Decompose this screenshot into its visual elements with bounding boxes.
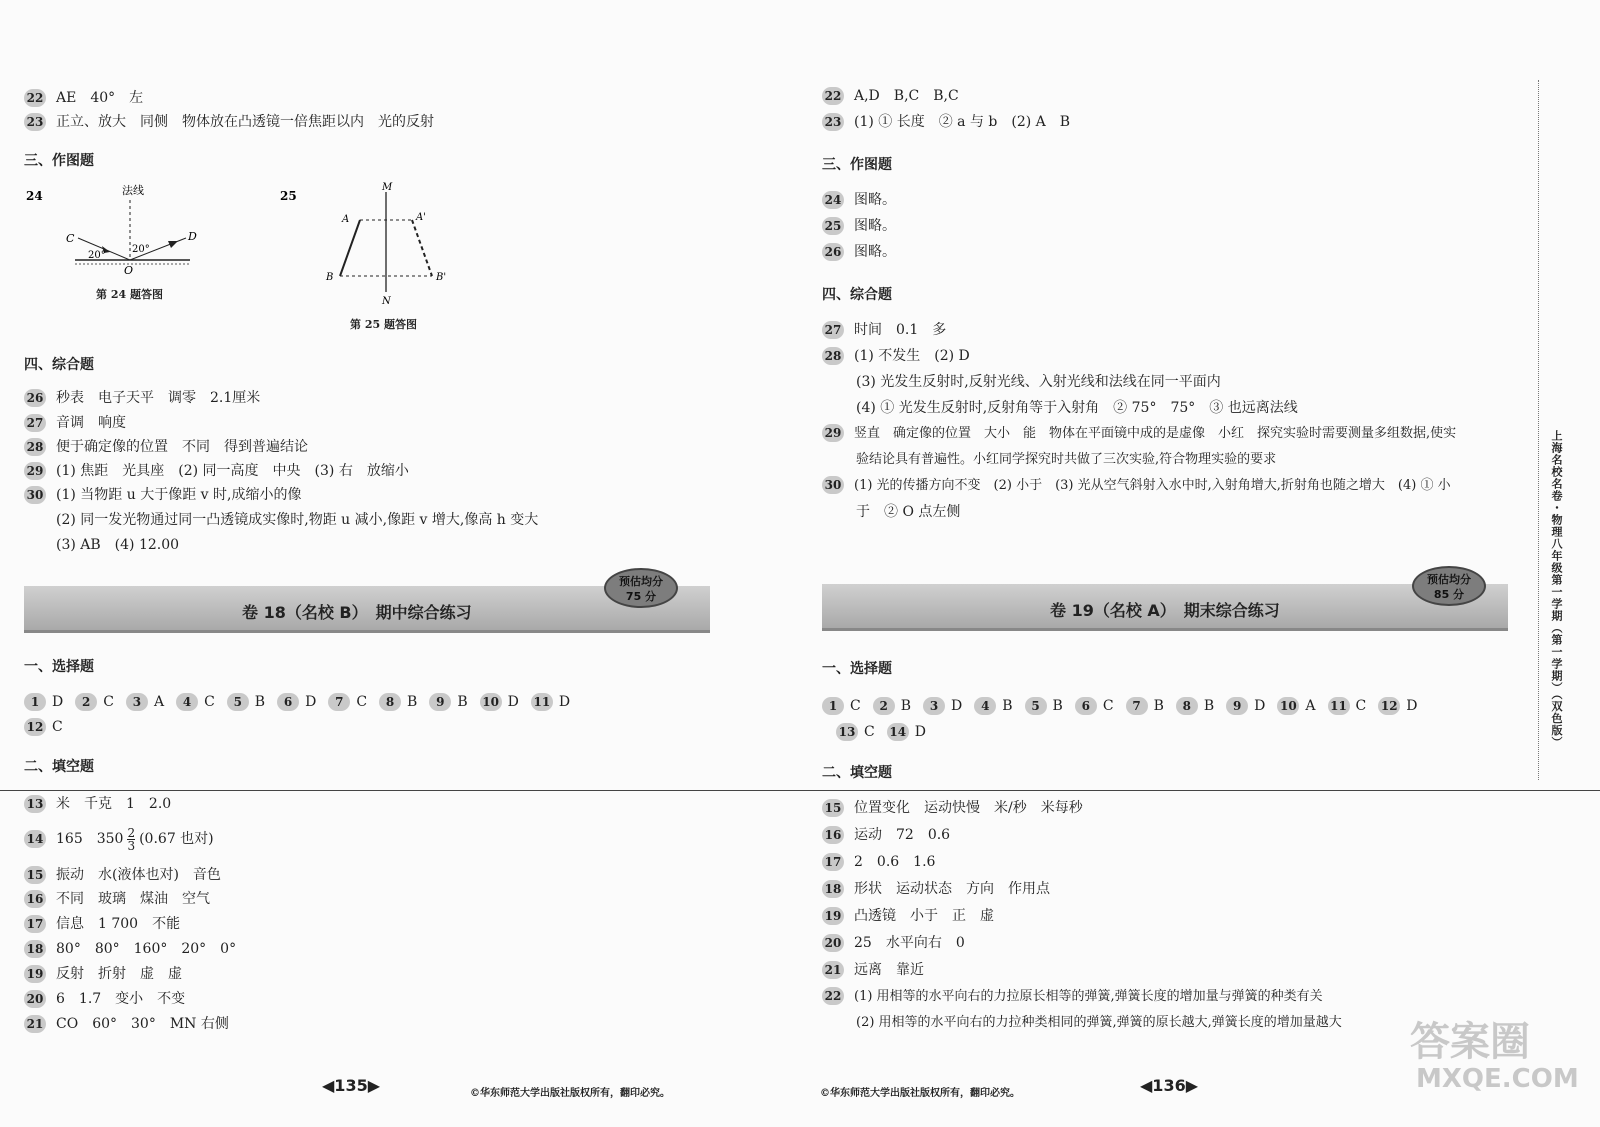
answer-row: [24, 413, 126, 433]
answer-row: [24, 112, 434, 132]
point-m-label: M: [382, 182, 393, 193]
mirror-image-figure-25: [280, 180, 460, 310]
answer-row: [822, 346, 970, 366]
choice-answer: [974, 696, 1012, 716]
exam-title: 卷 19（名校 A） 期末综合练习: [1050, 601, 1280, 620]
fraction-numerator: 2: [127, 825, 136, 840]
page-number: ◀135▶: [322, 1076, 381, 1095]
answer-row: [856, 502, 960, 522]
answer-letter: C: [356, 694, 368, 710]
answer-text: 于 ② O 点左侧: [856, 504, 961, 520]
point-a-label: A: [342, 214, 350, 225]
answer-text: CO 60° 30° MN 右侧: [56, 1016, 229, 1032]
choice-answer: [1277, 696, 1315, 716]
answer-text: (1) 当物距 u 大于像距 v 时,成缩小的像: [56, 487, 302, 503]
answer-row: [856, 398, 1298, 418]
answer-row: [822, 476, 1451, 496]
answer-letter: B: [457, 694, 468, 710]
answer-text: 165 350: [56, 831, 124, 847]
choice-answer: [429, 692, 467, 712]
question-number: 19: [822, 907, 844, 925]
answer-row: [822, 216, 896, 236]
choice-answer: [1378, 696, 1417, 716]
point-b-prime-label: B': [436, 272, 447, 283]
point-n-label: N: [382, 296, 391, 307]
answer-text: (1) 用相等的水平向右的力拉原长相等的弹簧,弹簧长度的增加量与弹簧的种类有关: [854, 989, 1323, 1004]
section-heading: 三、作图题: [822, 157, 892, 173]
choice-answer: [822, 696, 861, 716]
choice-answer: [1075, 696, 1114, 716]
choice-answer: [887, 722, 926, 742]
answer-row: [24, 1014, 229, 1034]
question-number: 21: [822, 961, 844, 979]
side-book-title: 上海名校名卷・物理八年级第一学期（第一学期）（双色版）: [1550, 430, 1563, 749]
choice-answer: [1226, 696, 1265, 716]
question-number: 22: [822, 87, 844, 105]
section-heading: 二、填空题: [24, 759, 94, 775]
object-ab: [340, 220, 360, 276]
answer-text: 图略。: [854, 192, 896, 208]
badge-label: 预估均分: [619, 575, 663, 588]
point-a-prime-label: A': [416, 212, 426, 223]
angle-label: 20°: [88, 250, 106, 261]
section-heading: 三、作图题: [24, 153, 94, 169]
answer-letter: D: [951, 698, 963, 714]
answer-text: 秒表 电子天平 调零 2.1厘米: [56, 390, 261, 406]
answer-row: [24, 939, 236, 959]
answer-letter: C: [52, 719, 63, 735]
score-badge: [604, 568, 678, 608]
section-heading: 一、选择题: [822, 661, 892, 677]
question-number: 20: [822, 934, 844, 952]
question-number: 8: [379, 693, 401, 711]
section-heading: 一、选择题: [24, 659, 94, 675]
answer-row: [822, 424, 1456, 444]
point-b-label: B: [326, 272, 334, 283]
question-number: 30: [822, 476, 844, 494]
answer-text: 2 0.6 1.6: [854, 854, 936, 870]
answer-row: [24, 964, 182, 984]
question-number: 14: [24, 830, 46, 848]
answer-text: (1) ① 长度 ② a 与 b (2) A B: [854, 114, 1071, 130]
answer-row: [822, 879, 1050, 899]
answer-text: (3) AB (4) 12.00: [56, 537, 180, 553]
answer-letter: B: [1002, 698, 1013, 714]
section-heading: 四、综合题: [24, 357, 94, 373]
question-number: 20: [24, 990, 46, 1008]
question-number: 2: [873, 697, 895, 715]
question-number: 6: [277, 693, 299, 711]
question-number: 23: [24, 113, 46, 131]
answer-text: 图略。: [854, 244, 896, 260]
choice-answer: [923, 696, 962, 716]
question-number: 13: [836, 723, 858, 741]
answer-row: [822, 86, 959, 106]
answer-text: (4) ① 光发生反射时,反射角等于入射角 ② 75° 75° ③ 也远离法线: [856, 400, 1298, 416]
choice-answer: [836, 722, 875, 742]
question-number: 12: [24, 718, 46, 736]
fraction: [127, 827, 135, 852]
answer-row: [822, 906, 994, 926]
answer-text: 运动 72 0.6: [854, 827, 951, 843]
answer-letter: D: [52, 694, 64, 710]
question-number: 9: [429, 693, 451, 711]
answer-text: 振动 水(液体也对) 音色: [56, 867, 221, 883]
watermark-url: MXQE.COM: [1416, 1064, 1579, 1094]
answer-row: [56, 535, 179, 555]
question-number: 15: [24, 866, 46, 884]
question-number: 9: [1226, 697, 1248, 715]
exam-title: 卷 18（名校 B） 期中综合练习: [242, 603, 472, 622]
choice-answer: [126, 692, 164, 712]
question-number: 3: [126, 693, 148, 711]
answer-text: (1) 不发生 (2) D: [854, 348, 970, 364]
question-number: 1: [24, 693, 46, 711]
question-number: 17: [822, 853, 844, 871]
question-number: 19: [24, 965, 46, 983]
choice-answer: [1176, 696, 1214, 716]
answer-row: [856, 1013, 1342, 1033]
choice-answer: [480, 692, 519, 712]
answer-letter: C: [1355, 698, 1367, 714]
answer-row: [24, 794, 171, 814]
fraction-denominator: 3: [127, 838, 136, 853]
copyright-notice: ©华东师范大学出版社版权所有，翻印必究。: [470, 1088, 670, 1099]
answer-row: [822, 320, 946, 340]
answer-row: [822, 190, 896, 210]
answer-text: 音调 响度: [56, 415, 126, 431]
answer-text: (1) 焦距 光具座 (2) 同一高度 中央 (3) 右 放缩小: [56, 463, 409, 479]
answer-text: A,D B,C B,C: [854, 88, 959, 104]
answer-row: [24, 437, 308, 457]
answer-row: [822, 112, 1070, 132]
question-number: 28: [24, 438, 46, 456]
point-o-label: O: [124, 264, 134, 277]
spine-dotted-line: [1538, 80, 1540, 780]
badge-value: 75 分: [625, 590, 657, 603]
section-heading: 二、填空题: [822, 765, 892, 781]
answer-text: 位置变化 运动快慢 米/秒 米每秒: [854, 800, 1083, 816]
choice-row: [836, 722, 938, 742]
answer-row: [24, 914, 180, 934]
question-number: 11: [1328, 697, 1350, 715]
answer-row: [822, 242, 896, 262]
question-number: 16: [822, 826, 844, 844]
answer-letter: D: [507, 694, 519, 710]
question-number: 4: [974, 697, 996, 715]
point-d-label: D: [188, 230, 197, 243]
answer-row: [822, 960, 924, 980]
answer-text: 不同 玻璃 煤油 空气: [56, 891, 210, 907]
question-number: 27: [24, 414, 46, 432]
copyright-notice: ©华东师范大学出版社版权所有，翻印必究。: [820, 1088, 1020, 1099]
question-number: 5: [1025, 697, 1047, 715]
answer-letter: B: [1203, 698, 1215, 714]
answer-text: 远离 靠近: [854, 962, 924, 978]
question-number: 25: [822, 217, 844, 235]
score-badge: [1412, 566, 1486, 606]
choice-answer: [227, 692, 265, 712]
answer-row: [24, 88, 143, 108]
question-number: 8: [1176, 697, 1198, 715]
figure-caption: 第 25 题答图: [350, 318, 417, 331]
choice-row: [24, 692, 582, 712]
answer-row: [24, 989, 185, 1009]
answer-text: 凸透镜 小于 正 虚: [854, 908, 994, 924]
answer-letter: C: [864, 724, 875, 740]
answer-letter: D: [914, 724, 926, 740]
answer-letter: D: [1254, 698, 1266, 714]
figure-number: 25: [280, 189, 297, 203]
answer-text: 形状 运动状态 方向 作用点: [854, 881, 1050, 897]
answer-text: (3) 光发生反射时,反射光线、入射光线和法线在同一平面内: [856, 374, 1221, 390]
question-number: 18: [822, 880, 844, 898]
answer-text: 6 1.7 变小 不变: [56, 991, 186, 1007]
horizontal-rule: [0, 790, 1600, 791]
answer-row: [24, 388, 260, 408]
question-number: 24: [822, 191, 844, 209]
choice-row: [24, 717, 75, 737]
question-number: 15: [822, 799, 844, 817]
answer-text: 米 千克 1 2.0: [56, 796, 172, 812]
choice-answer: [75, 692, 114, 712]
answer-letter: B: [407, 694, 418, 710]
answer-letter: A: [1305, 698, 1316, 714]
question-number: 29: [822, 424, 844, 442]
choice-answer: [531, 692, 570, 712]
question-number: 29: [24, 462, 46, 480]
choice-answer: [379, 692, 417, 712]
normal-label: 法线: [122, 184, 144, 197]
question-number: 26: [24, 389, 46, 407]
choice-answer: [1126, 696, 1164, 716]
question-number: 28: [822, 347, 844, 365]
question-number: 2: [75, 693, 97, 711]
answer-row: [24, 889, 210, 909]
answer-row: [24, 865, 221, 885]
answer-letter: B: [900, 698, 912, 714]
answer-letter: B: [1153, 698, 1164, 714]
answer-row: [822, 825, 950, 845]
badge-label: 预估均分: [1427, 573, 1471, 586]
question-number: 26: [822, 243, 844, 261]
answer-text: (1) 光的传播方向不变 (2) 小于 (3) 光从空气斜射入水中时,入射角增大,折射角也随之增大 (4) ① 小: [854, 478, 1451, 493]
question-number: 3: [923, 697, 945, 715]
question-number: 22: [822, 987, 844, 1005]
question-number: 23: [822, 113, 844, 131]
watermark-logo: 答案圈: [1410, 1019, 1530, 1065]
question-number: 12: [1378, 697, 1400, 715]
answer-row: [856, 372, 1221, 392]
choice-answer: [24, 717, 63, 737]
answer-text: (2) 用相等的水平向右的力拉种类相同的弹簧,弹簧的原长越大,弹簧长度的增加量越大: [856, 1015, 1342, 1030]
answer-letter: D: [305, 694, 317, 710]
answer-text: 便于确定像的位置 不同 得到普遍结论: [56, 439, 308, 455]
answer-row: [24, 824, 214, 854]
answer-text: AE 40° 左: [56, 90, 144, 106]
answer-row: [24, 485, 301, 505]
choice-answer: [873, 696, 911, 716]
answer-letter: D: [1406, 698, 1418, 714]
figure-number: 24: [26, 189, 43, 203]
answer-text: 80° 80° 160° 20° 0°: [56, 941, 237, 957]
question-number: 17: [24, 915, 46, 933]
answer-text: 时间 0.1 多: [854, 322, 947, 338]
badge-value: 85 分: [1433, 588, 1465, 601]
question-number: 11: [531, 693, 553, 711]
question-number: 10: [480, 693, 502, 711]
question-number: 1: [822, 697, 844, 715]
choice-row: [822, 696, 1429, 716]
question-number: 14: [887, 723, 909, 741]
question-number: 22: [24, 89, 46, 107]
answer-row: [24, 461, 409, 481]
question-number: 13: [24, 795, 46, 813]
section-heading: 四、综合题: [822, 287, 892, 303]
question-number: 6: [1075, 697, 1097, 715]
answer-text: 竖直 确定像的位置 大小 能 物体在平面镜中成的是虚像 小红 探究实验时需要测量多组数据,使实: [854, 426, 1457, 441]
answer-letter: A: [153, 694, 165, 710]
answer-letter: B: [1052, 698, 1063, 714]
question-number: 21: [24, 1015, 46, 1033]
reflected-arrow: [168, 241, 178, 248]
answer-text: 验结论具有普遍性。小红同学探究时共做了三次实验,符合物理实验的要求: [856, 452, 1277, 467]
answer-letter: D: [558, 694, 571, 710]
image-ab: [412, 220, 432, 276]
answer-row: [822, 987, 1323, 1007]
choice-answer: [328, 692, 367, 712]
answer-text: 正立、放大 同侧 物体放在凸透镜一倍焦距以内 光的反射: [56, 114, 434, 130]
answer-text: (0.67 也对): [139, 831, 214, 847]
point-c-label: C: [66, 232, 75, 245]
answer-row: [822, 798, 1083, 818]
answer-letter: B: [254, 694, 266, 710]
answer-row: [56, 510, 538, 530]
answer-text: 图略。: [854, 218, 896, 234]
answer-letter: C: [204, 694, 215, 710]
page-number: ◀136▶: [1140, 1076, 1199, 1095]
choice-answer: [24, 692, 63, 712]
question-number: 30: [24, 486, 46, 504]
question-number: 7: [328, 693, 350, 711]
question-number: 18: [24, 940, 46, 958]
choice-answer: [277, 692, 316, 712]
angle-label: 20°: [132, 244, 150, 255]
answer-row: [856, 450, 1276, 470]
answer-text: 25 水平向右 0: [854, 935, 965, 951]
question-number: 27: [822, 321, 844, 339]
answer-text: (2) 同一发光物通过同一凸透镜成实像时,物距 u 减小,像距 v 增大,像高 h 变大: [56, 512, 539, 528]
answer-text: 反射 折射 虚 虚: [56, 966, 182, 982]
question-number: 5: [227, 693, 249, 711]
question-number: 7: [1126, 697, 1148, 715]
answer-letter: C: [1102, 698, 1114, 714]
choice-answer: [1025, 696, 1063, 716]
choice-answer: [176, 692, 215, 712]
answer-row: [822, 933, 965, 953]
question-number: 10: [1277, 697, 1299, 715]
question-number: 16: [24, 890, 46, 908]
question-number: 4: [176, 693, 198, 711]
answer-row: [822, 852, 935, 872]
answer-text: 信息 1 700 不能: [56, 916, 181, 932]
answer-letter: C: [850, 698, 861, 714]
figure-caption: 第 24 题答图: [96, 288, 163, 301]
choice-answer: [1328, 696, 1367, 716]
answer-letter: C: [103, 694, 114, 710]
